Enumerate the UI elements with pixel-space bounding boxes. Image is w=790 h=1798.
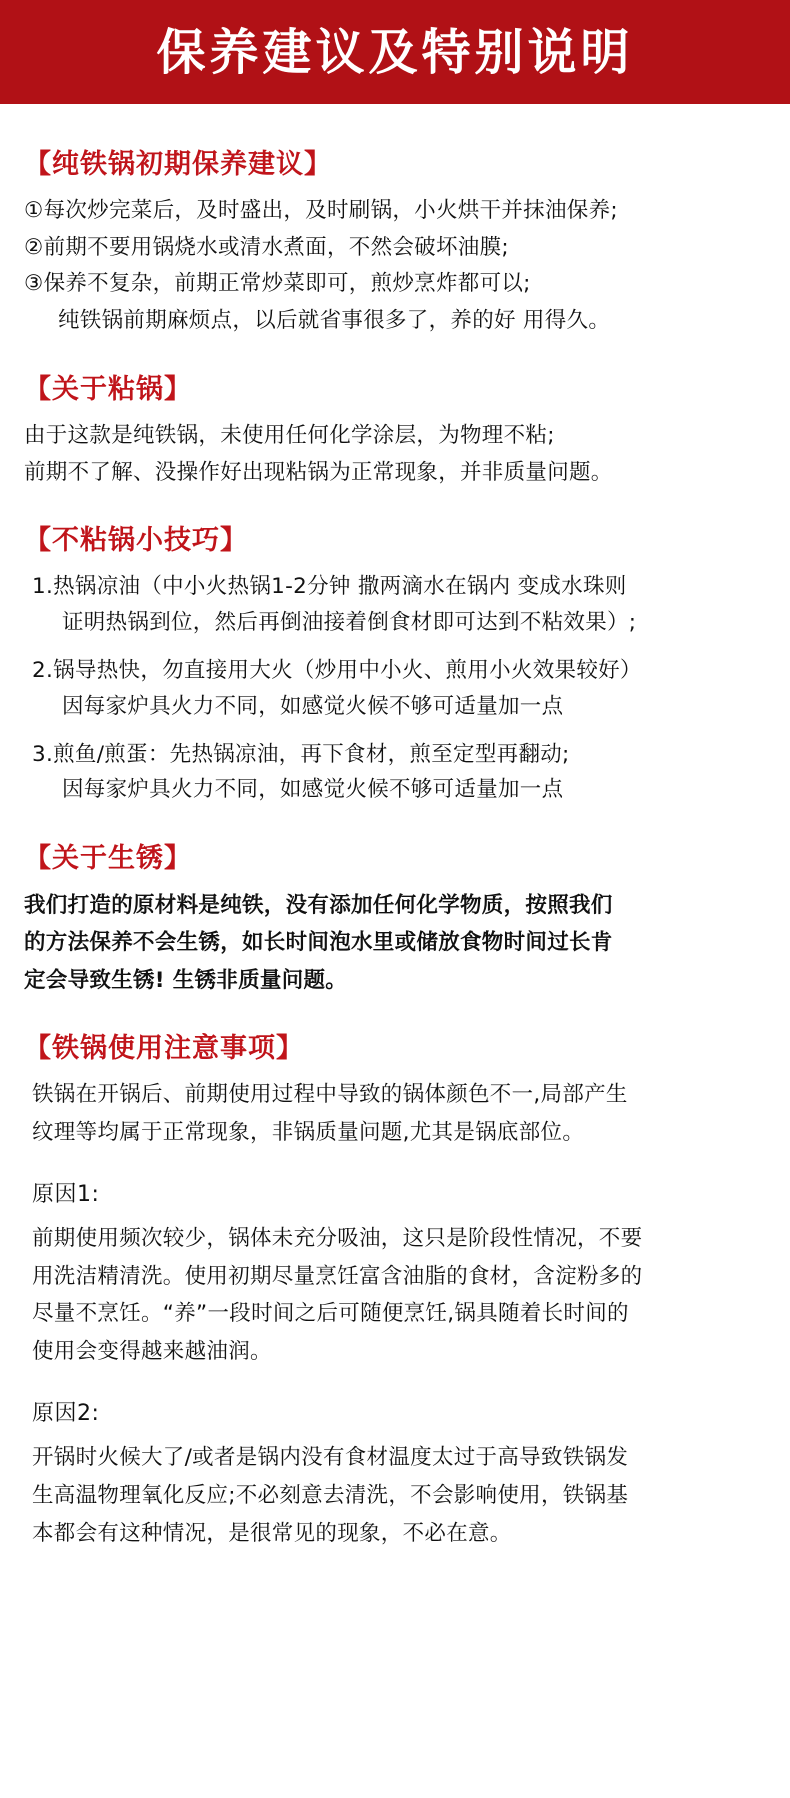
reason-label: 原因2: (32, 1401, 100, 1427)
text-line: 纹理等均属于正常现象，非锅质量问题,尤其是锅底部位。 (32, 1119, 585, 1145)
text-line: 前期使用频次较少，锅体未充分吸油，这只是阶段性情况，不要 (32, 1225, 643, 1251)
section-body-sticking (24, 419, 766, 491)
section-early-care (24, 148, 766, 339)
text-line: 2.锅导热快，勿直接用大火（炒用中小火、煎用小火效果较好） (32, 657, 642, 683)
text-line: 由于这款是纯铁锅，未使用任何化学涂层，为物理不粘; (24, 422, 555, 448)
section-body-rust (24, 888, 766, 998)
section-notice (24, 1032, 766, 1551)
content-area (0, 148, 790, 1595)
text-line: 开锅时火候大了/或者是锅内没有食材温度太过于高导致铁锅发 (32, 1445, 629, 1471)
text-line: 因每家炉具火力不同，如感觉火候不够可适量加一点 (62, 777, 564, 803)
text-line: 铁锅在开锅后、前期使用过程中导致的锅体颜色不一,局部产生 (32, 1082, 628, 1108)
text-line: 生高温物理氧化反应;不必刻意去清洗，不会影响使用，铁锅基 (32, 1482, 629, 1508)
text-line: 1.热锅凉油（中小火热锅1-2分钟 撒两滴水在锅内 变成水珠则 (32, 574, 627, 600)
text-line: ②前期不要用锅烧水或清水煮面，不然会破坏油膜; (24, 234, 509, 260)
list-item (32, 654, 766, 725)
text-line: ①每次炒完菜后，及时盛出，及时刷锅，小火烘干并抹油保养; (24, 197, 618, 223)
text-line: 因每家炉具火力不同，如感觉火候不够可适量加一点 (62, 693, 564, 719)
text-line: 用洗洁精清洗。使用初期尽量烹饪富含油脂的食材，含淀粉多的 (32, 1263, 643, 1289)
text-line: 定会导致生锈! 生锈非质量问题。 (24, 967, 348, 993)
page-banner (0, 0, 790, 104)
text-line: 纯铁锅前期麻烦点，以后就省事很多了，养的好 用得久。 (58, 308, 611, 334)
section-title-early-care: 【纯铁锅初期保养建议】 (24, 149, 332, 180)
list-item (32, 570, 766, 641)
text-line: 证明热锅到位，然后再倒油接着倒食材即可达到不粘效果）; (62, 610, 637, 636)
section-rust (24, 842, 766, 998)
section-body-nonstick-tips (24, 570, 766, 808)
text-line: 使用会变得越来越油润。 (32, 1339, 272, 1365)
section-body-early-care (24, 194, 766, 339)
text-line: 3.煎鱼/煎蛋：先热锅凉油，再下食材，煎至定型再翻动; (32, 741, 570, 767)
text-line: 的方法保养不会生锈，如长时间泡水里或储放食物时间过长肯 (24, 930, 613, 956)
text-line: 前期不了解、没操作好出现粘锅为正常现象，并非质量问题。 (24, 459, 613, 485)
section-title-nonstick-tips: 【不粘锅小技巧】 (24, 525, 248, 557)
text-line: 本都会有这种情况，是很常见的现象，不必在意。 (32, 1520, 512, 1546)
section-body-notice (24, 1078, 766, 1551)
text-line: ③保养不复杂，前期正常炒菜即可，煎炒烹炸都可以; (24, 271, 531, 297)
section-nonstick-tips (24, 524, 766, 808)
section-sticking (24, 373, 766, 490)
section-title-notice: 【铁锅使用注意事项】 (24, 1033, 304, 1065)
text-line: 尽量不烹饪。“养”一段时间之后可随便烹饪,锅具随着长时间的 (32, 1301, 629, 1327)
list-item (32, 738, 766, 809)
page-title: 保养建议及特别说明 (156, 23, 634, 81)
section-title-sticking: 【关于粘锅】 (24, 374, 192, 406)
section-title-rust: 【关于生锈】 (24, 843, 192, 875)
text-line: 我们打造的原材料是纯铁，没有添加任何化学物质，按照我们 (24, 892, 613, 918)
reason-label: 原因1: (32, 1181, 100, 1207)
